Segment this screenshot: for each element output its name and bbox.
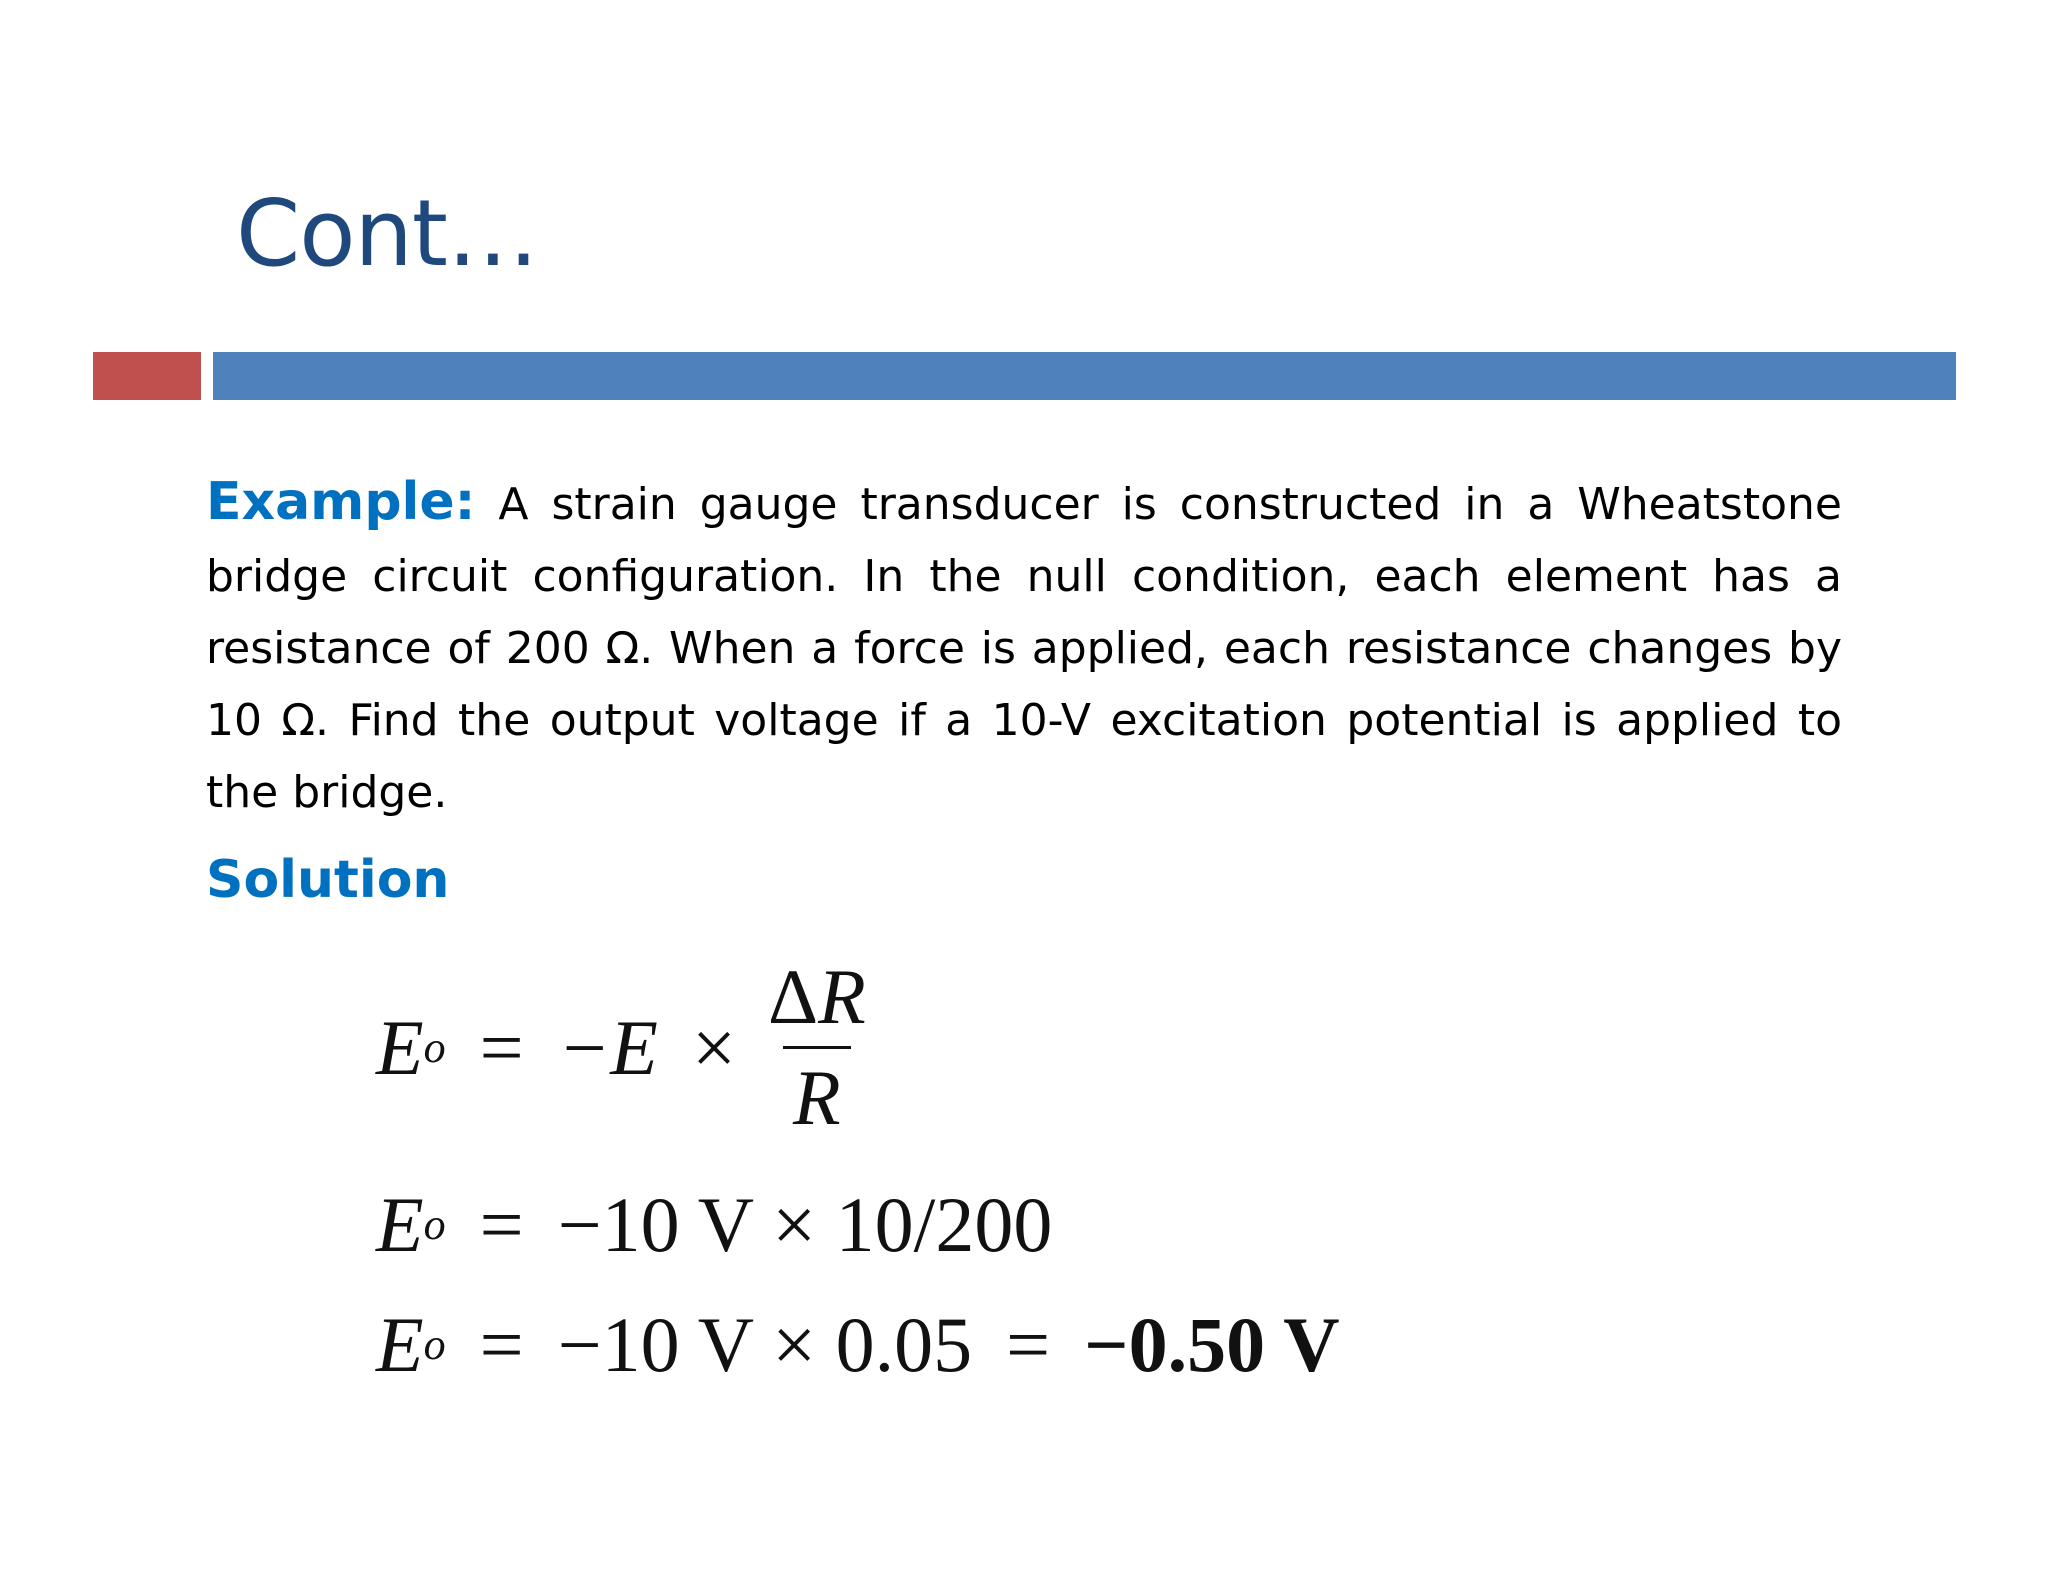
eq1-neg-var: −E [557, 1003, 658, 1091]
eq3-rhs: −10 V × 0.05 [557, 1301, 973, 1388]
eq2-lhs-var: E [376, 1181, 424, 1268]
example-label: Example: [206, 472, 476, 532]
equation-result: E o = −10 V × 0.05 = −0.50 V [376, 1301, 1340, 1388]
eq1-lhs-var: E [376, 1003, 424, 1091]
equation-substitution: E o = −10 V × 10/200 [376, 1181, 1053, 1268]
eq2-equals: = [479, 1181, 524, 1268]
eq1-denominator: R [783, 1046, 851, 1137]
eq3-equals: = [479, 1301, 524, 1388]
eq1-fraction [758, 953, 876, 1141]
solution-label: Solution [206, 850, 450, 910]
slide-title: Cont… [236, 180, 538, 287]
example-text: A strain gauge transducer is constructed in a Wheatstone bridge circuit configuration. In the null condition, each element has a resistance of 200 Ω. When a force is applied, each resistance changes by 10 Ω. Find the output voltage if a 10-V excitation potential is applied to the bridge. [206, 479, 1842, 818]
example-paragraph [206, 466, 1842, 829]
eq1-numerator-delta: Δ [767, 953, 819, 1040]
eq1-times: × [691, 1003, 736, 1091]
eq1-numerator-var: R [818, 953, 866, 1040]
accent-bar-red [93, 352, 201, 400]
eq1-numerator [758, 953, 876, 1046]
eq3-result: −0.50 V [1084, 1301, 1340, 1388]
eq3-lhs-var: E [376, 1301, 424, 1388]
eq1-equals: = [479, 1003, 524, 1091]
accent-bar-blue [213, 352, 1956, 400]
eq3-equals-2: = [1006, 1301, 1051, 1388]
eq2-rhs: −10 V × 10/200 [557, 1181, 1053, 1268]
equation-formula: E o = −E × $\frac{\Delta R}{R}$ [376, 958, 876, 1137]
